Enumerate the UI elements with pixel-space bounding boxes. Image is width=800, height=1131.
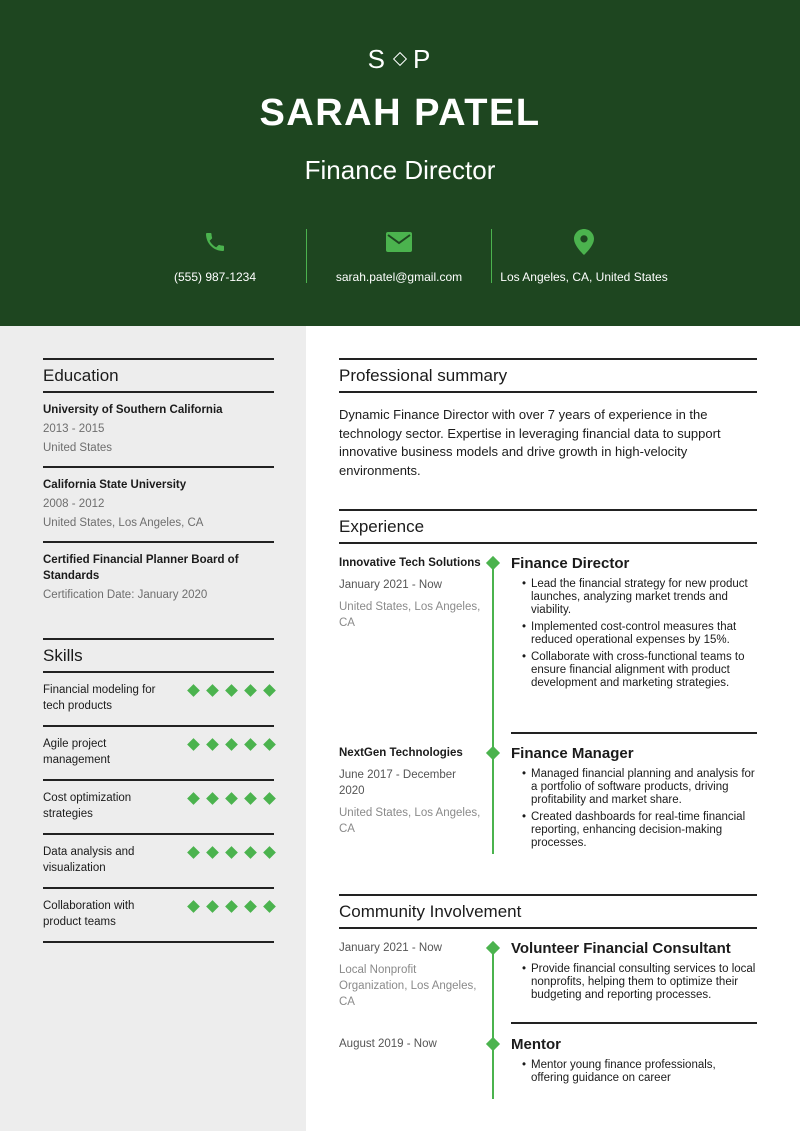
involvement-bullets <box>511 963 757 1002</box>
skill-rating <box>189 898 274 911</box>
skill-row <box>43 727 274 781</box>
rating-diamond-icon <box>263 792 276 805</box>
bullet-item: • Mentor young finance professionals, offering guidance on career <box>511 1059 757 1085</box>
involvement-location: Local Nonprofit Organization, Los Angeles, CA <box>339 964 477 1008</box>
job-location: United States, Los Angeles, CA <box>339 807 481 835</box>
rating-diamond-icon <box>263 846 276 859</box>
school-name: California State University <box>43 479 187 491</box>
contact-email <box>304 228 494 284</box>
rating-diamond-icon <box>187 684 200 697</box>
skill-label: Data analysis and visualization <box>43 846 135 874</box>
skill-row <box>43 835 274 889</box>
rating-diamond-icon <box>263 900 276 913</box>
monogram-left: S <box>367 44 387 74</box>
rating-diamond-icon <box>244 846 257 859</box>
skills-heading: Skills <box>43 638 274 673</box>
company-name: NextGen Technologies <box>339 747 463 759</box>
rating-diamond-icon <box>244 792 257 805</box>
involvement-role: Volunteer Financial Consultant <box>511 940 731 957</box>
education-item <box>43 393 274 468</box>
involvement-role: Mentor <box>511 1036 561 1053</box>
full-name: SARAH PATEL <box>259 92 541 134</box>
school-name: University of Southern California <box>43 404 223 416</box>
contact-phone <box>120 228 310 284</box>
envelope-icon <box>304 228 494 256</box>
entry-separator <box>511 732 757 734</box>
skill-rating <box>189 736 274 749</box>
bullet-item: • Collaborate with cross-functional teams to ensure financial alignment with product development and marketing strategies. <box>511 651 757 690</box>
education-dates: Certification Date: January 2020 <box>43 589 208 601</box>
bullet-item: • Implemented cost-control measures that reduced operational expenses by 15%. <box>511 621 757 647</box>
timeline-diamond-icon <box>486 556 500 570</box>
education-section <box>43 358 274 613</box>
entry-separator <box>511 1022 757 1024</box>
skill-row <box>43 781 274 835</box>
community-heading: Community Involvement <box>339 894 757 929</box>
education-location: United States, Los Angeles, CA <box>43 517 204 529</box>
education-location: United States <box>43 442 113 454</box>
rating-diamond-icon <box>225 900 238 913</box>
job-role: Finance Director <box>511 555 630 572</box>
rating-diamond-icon <box>187 846 200 859</box>
skill-row <box>43 889 274 943</box>
bullet-item: • Provide financial consulting services to local nonprofits, helping them to optimize their budgeting and reporting processes. <box>511 963 757 1002</box>
timeline-diamond-icon <box>486 941 500 955</box>
rating-diamond-icon <box>225 846 238 859</box>
location-text: Los Angeles, CA, United States <box>500 270 668 284</box>
timeline-diamond-icon <box>486 746 500 760</box>
rating-diamond-icon <box>206 792 219 805</box>
skill-label: Collaboration with product teams <box>43 900 135 928</box>
rating-diamond-icon <box>206 846 219 859</box>
timeline-diamond-icon <box>486 1037 500 1051</box>
rating-diamond-icon <box>225 738 238 751</box>
rating-diamond-icon <box>263 684 276 697</box>
rating-diamond-icon <box>263 738 276 751</box>
education-heading: Education <box>43 358 274 393</box>
rating-diamond-icon <box>187 900 200 913</box>
community-entry <box>339 940 757 1020</box>
rating-diamond-icon <box>244 738 257 751</box>
phone-text[interactable]: (555) 987-1234 <box>173 270 257 284</box>
diamond-icon <box>393 52 407 66</box>
job-bullets <box>511 578 757 690</box>
rating-diamond-icon <box>187 792 200 805</box>
bullet-item: • Lead the financial strategy for new product launches, analyzing market trends and viability. <box>511 578 757 617</box>
rating-diamond-icon <box>206 738 219 751</box>
rating-diamond-icon <box>244 684 257 697</box>
email-text[interactable]: sarah.patel@gmail.com <box>335 270 463 284</box>
monogram <box>0 44 800 75</box>
skill-rating <box>189 844 274 857</box>
experience-heading: Experience <box>339 509 757 544</box>
rating-diamond-icon <box>244 900 257 913</box>
skill-rating <box>189 682 274 695</box>
rating-diamond-icon <box>206 684 219 697</box>
community-entry <box>339 1036 757 1096</box>
monogram-right: P <box>413 44 433 74</box>
experience-entry <box>339 555 757 725</box>
involvement-dates: January 2021 - Now <box>339 942 442 954</box>
rating-diamond-icon <box>206 900 219 913</box>
job-dates: June 2017 - December 2020 <box>339 769 456 797</box>
job-location: United States, Los Angeles, CA <box>339 601 481 629</box>
skill-label: Financial modeling for tech products <box>43 684 156 712</box>
job-title: Finance Director <box>304 155 496 185</box>
rating-diamond-icon <box>225 684 238 697</box>
skills-section <box>43 638 274 943</box>
rating-diamond-icon <box>225 792 238 805</box>
bullet-item: • Managed financial planning and analysis for a portfolio of software products, driving profitability and market share. <box>511 768 757 807</box>
education-dates: 2013 - 2015 <box>43 423 105 435</box>
school-name: Certified Financial Planner Board of Standards <box>43 554 239 582</box>
summary-text: Dynamic Finance Director with over 7 years of experience in the technology sector. Expertise in leveraging financial data to support innovative business models and drive growth in high-velocity environments. <box>339 407 721 478</box>
skill-label: Agile project management <box>43 738 111 766</box>
phone-icon <box>120 228 310 256</box>
job-role: Finance Manager <box>511 745 634 762</box>
job-dates: January 2021 - Now <box>339 579 442 591</box>
experience-entry <box>339 745 757 855</box>
involvement-dates: August 2019 - Now <box>339 1038 437 1050</box>
involvement-bullets <box>511 1059 757 1085</box>
contact-location <box>488 228 680 284</box>
summary-section <box>339 358 757 480</box>
job-bullets <box>511 768 757 850</box>
community-section <box>339 894 757 929</box>
education-item <box>43 543 274 613</box>
skill-label: Cost optimization strategies <box>43 792 132 820</box>
skill-row <box>43 673 274 727</box>
summary-heading: Professional summary <box>339 358 757 393</box>
education-item <box>43 468 274 543</box>
skill-rating <box>189 790 274 803</box>
rating-diamond-icon <box>187 738 200 751</box>
bullet-item: • Created dashboards for real-time financial reporting, enhancing decision-making processes. <box>511 811 757 850</box>
resume-header <box>0 0 800 326</box>
experience-section <box>339 509 757 544</box>
location-pin-icon <box>488 228 680 256</box>
education-dates: 2008 - 2012 <box>43 498 105 510</box>
company-name: Innovative Tech Solutions <box>339 557 481 569</box>
